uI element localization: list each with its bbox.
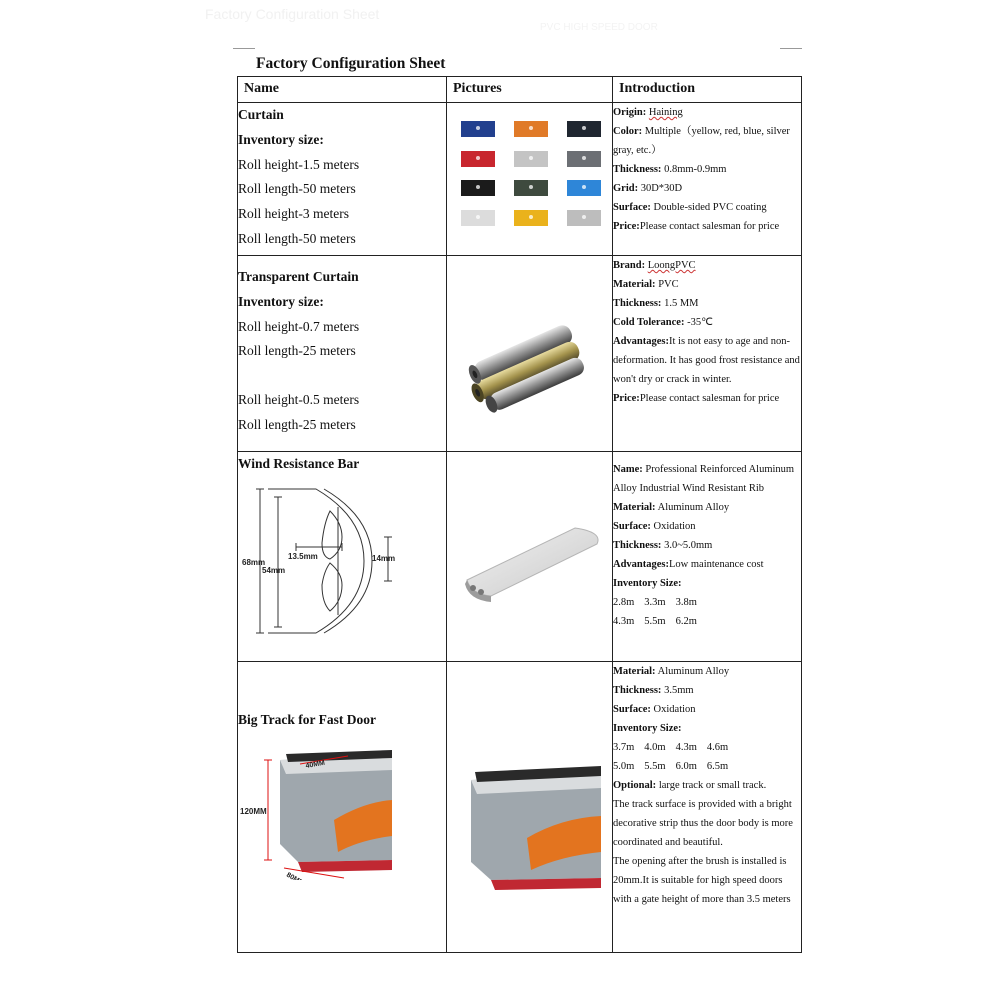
inventory-size: 4.0m <box>644 741 666 753</box>
header-introduction: Introduction <box>613 77 802 103</box>
inventory-size: 4.6m <box>706 741 729 753</box>
inventory-size: 4.3m <box>613 616 635 627</box>
margin-mark-right <box>780 48 802 49</box>
dim-outer: 68mm <box>242 557 266 567</box>
product-name: Big Track for Fast Door <box>238 711 376 727</box>
product-name: Transparent Curtain <box>238 269 359 284</box>
intro-key: Price: <box>613 393 640 404</box>
inventory-label: Inventory size: <box>238 131 324 147</box>
intro-paragraph: The track surface is provided with a bright decorative strip thus the door body is more coordinated and beautiful. <box>613 798 793 848</box>
margin-mark-left <box>233 48 255 49</box>
intro-value: 30D*30D <box>640 183 683 194</box>
intro-key: Material: <box>613 502 656 513</box>
color-swatch <box>567 121 601 137</box>
intro-value: Please contact salesman for price <box>639 221 780 232</box>
size-line: Roll height-0.7 meters <box>238 318 360 334</box>
intro-key: Inventory Size: <box>613 722 682 734</box>
intro-value: Oxidation <box>653 703 696 715</box>
inventory-size: 6.0m <box>675 760 697 772</box>
intro-key: Thickness: <box>613 164 662 175</box>
size-line: Roll height-0.5 meters <box>238 392 360 408</box>
product-name: Wind Resistance Bar <box>238 456 360 471</box>
inventory-size: 6.2m <box>675 616 697 627</box>
wind-bar-picture <box>447 452 613 662</box>
table-row <box>238 256 802 452</box>
aluminum-rib-image <box>447 452 613 654</box>
intro-value: Please contact salesman for price <box>639 393 780 404</box>
wind-intro-cell <box>613 452 802 662</box>
size-line: Roll length-50 meters <box>238 230 356 246</box>
intro-value: Multiple（yellow, red, blue, silver gray, etc.） <box>613 126 790 156</box>
table-row <box>238 661 802 952</box>
size-line: Roll length-25 meters <box>238 416 356 432</box>
transparent-rolls-picture <box>447 256 613 452</box>
color-swatch <box>567 151 601 167</box>
dim-inner: 54mm <box>262 565 286 575</box>
intro-key: Surface: <box>613 703 651 715</box>
header-pictures: Pictures <box>447 77 613 103</box>
inventory-size: 3.3m <box>644 597 666 608</box>
intro-key: Thickness: <box>613 684 662 696</box>
dim-middle: 13.5mm <box>288 551 318 561</box>
intro-key: Advantages: <box>613 336 670 347</box>
intro-key: Material: <box>613 665 656 677</box>
intro-key: Color: <box>613 126 643 137</box>
inventory-row <box>613 612 801 631</box>
inventory-size: 3.7m <box>613 741 635 753</box>
color-swatch <box>461 210 495 226</box>
intro-key: Price: <box>613 221 640 232</box>
color-swatch <box>461 121 495 137</box>
intro-value: Low maintenance cost <box>669 559 764 570</box>
product-name: Curtain <box>238 107 284 122</box>
inventory-size: 2.8m <box>613 597 635 608</box>
size-line: Roll length-50 meters <box>238 181 356 197</box>
document-title: Factory Configuration Sheet <box>256 55 446 72</box>
intro-key: Brand: <box>613 260 646 271</box>
intro-key: Surface: <box>613 202 651 213</box>
color-swatch <box>567 210 601 226</box>
intro-value: It is not easy to age and non-deformation. It has good frost resistance and won't dry or crack in winter. <box>613 336 800 385</box>
track-intro-cell <box>613 661 802 952</box>
curtain-name-cell <box>238 103 447 256</box>
dim-side: 14mm <box>372 553 396 563</box>
intro-key: Thickness: <box>613 298 662 309</box>
inventory-row <box>613 593 801 612</box>
intro-value: Double-sided PVC coating <box>653 202 767 213</box>
transparent-name-cell <box>238 256 447 452</box>
track-picture <box>447 661 613 952</box>
configuration-table <box>237 76 802 953</box>
inventory-label: Inventory size: <box>238 293 324 309</box>
inventory-row <box>613 738 801 757</box>
size-line: Roll height-3 meters <box>238 206 349 222</box>
intro-value: large track or small track. <box>658 779 767 791</box>
transparent-intro-cell <box>613 256 802 452</box>
inventory-size: 4.3m <box>675 741 697 753</box>
intro-value: LoongPVC <box>647 260 696 271</box>
intro-key: Advantages: <box>613 559 670 570</box>
color-swatch <box>514 180 548 196</box>
intro-key: Surface: <box>613 521 651 532</box>
color-swatch <box>567 180 601 196</box>
intro-value: 1.5 MM <box>664 298 699 309</box>
pvc-rolls-image <box>447 256 613 446</box>
wind-name-cell <box>238 452 447 662</box>
intro-value: Oxidation <box>653 521 696 532</box>
intro-value: Professional Reinforced Aluminum Alloy Industrial Wind Resistant Rib <box>613 464 795 494</box>
intro-value: -35℃ <box>687 317 713 328</box>
color-swatch <box>514 121 548 137</box>
intro-value: Aluminum Alloy <box>657 665 730 677</box>
inventory-size: 5.5m <box>644 616 666 627</box>
table-header-row <box>238 77 802 103</box>
inventory-size: 6.5m <box>706 760 729 772</box>
intro-key: Origin: <box>613 107 647 118</box>
color-swatch <box>514 210 548 226</box>
color-swatch <box>461 180 495 196</box>
color-swatch <box>514 151 548 167</box>
intro-value: 0.8mm-0.9mm <box>664 164 727 175</box>
inventory-size: 5.0m <box>613 760 635 772</box>
inventory-size: 5.5m <box>644 760 666 772</box>
intro-key: Grid: <box>613 183 639 194</box>
inventory-size: 3.8m <box>675 597 697 608</box>
intro-value: 3.0~5.0mm <box>664 540 713 551</box>
color-swatch <box>461 151 495 167</box>
intro-key: Thickness: <box>613 540 662 551</box>
size-line: Roll length-25 meters <box>238 343 356 359</box>
fast-door-track-image <box>447 662 613 947</box>
intro-value: PVC <box>658 279 679 290</box>
wind-bar-dimension-diagram <box>238 477 434 652</box>
intro-value: Aluminum Alloy <box>657 502 730 513</box>
intro-key: Cold Tolerance: <box>613 317 685 328</box>
curtain-swatch-picture <box>447 103 613 256</box>
curtain-intro-cell <box>613 103 802 256</box>
track-dim-height: 120MM <box>240 807 267 817</box>
track-dimension-image <box>238 740 434 880</box>
faint-page-header: Factory Configuration Sheet <box>205 6 380 22</box>
intro-key: Optional: <box>613 779 657 791</box>
size-line: Roll height-1.5 meters <box>238 156 360 172</box>
intro-value: Haining <box>648 107 683 118</box>
intro-key: Inventory Size: <box>613 578 682 589</box>
header-name: Name <box>238 77 447 103</box>
table-row <box>238 452 802 662</box>
intro-key: Name: <box>613 464 643 475</box>
track-name-cell <box>238 661 447 952</box>
track-dim-opening: 40MM <box>305 760 326 771</box>
inventory-row <box>613 757 801 776</box>
track-dim-width: 80MM <box>285 872 306 881</box>
faint-page-header-right: PVC HIGH SPEED DOOR <box>540 22 658 33</box>
intro-paragraph: The opening after the brush is installed is 20mm.It is suitable for high speed doors with a gate height of more than 3.5 meters <box>613 855 791 905</box>
table-row <box>238 103 802 256</box>
intro-value: 3.5mm <box>664 684 694 696</box>
intro-key: Material: <box>613 279 656 290</box>
